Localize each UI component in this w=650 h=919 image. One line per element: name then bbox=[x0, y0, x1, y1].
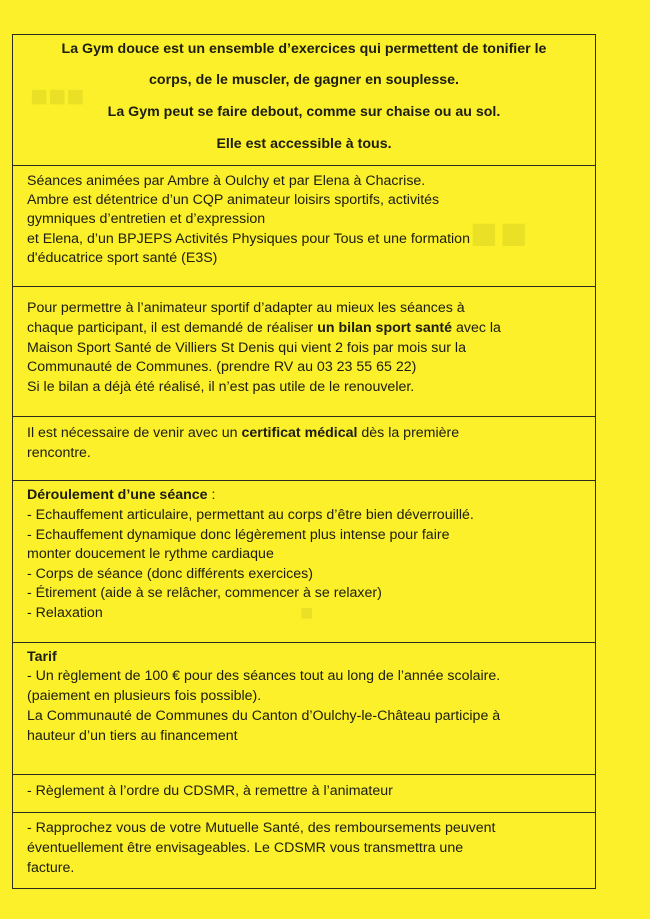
animators-line-1: Séances animées par Ambre à Oulchy et par Elena à Chacrise. bbox=[27, 173, 426, 189]
bilan-line-2 bbox=[27, 319, 589, 339]
animators-line-5: d'éducatrice sport santé (E3S) bbox=[27, 250, 218, 266]
certificat-medical: certificat médical bbox=[241, 425, 358, 441]
intro-line-4: Elle est accessible à tous. bbox=[216, 136, 392, 152]
certificat-section bbox=[13, 416, 595, 479]
mutuelle-section bbox=[13, 812, 595, 889]
deroulement-item: - Echauffement dynamique donc légèrement plus intense pour faire bbox=[27, 527, 450, 543]
deroulement-title: Déroulement d’une séance bbox=[27, 487, 208, 503]
tarif-line-2: (paiement en plusieurs fois possible). bbox=[27, 688, 262, 704]
bilan-line-4: Communauté de Communes. (prendre RV au 03 23 55 65 22) bbox=[27, 359, 417, 375]
intro-line-1: La Gym douce est un ensemble d’exercices qui permettent de tonifier le bbox=[61, 41, 547, 57]
intro-line-2: corps, de le muscler, de gagner en souplesse. bbox=[149, 72, 459, 88]
bilan-line-5: Si le bilan a déjà été réalisé, il n’est pas utile de le renouveler. bbox=[27, 379, 415, 395]
deroulement-heading bbox=[27, 486, 589, 506]
deroulement-section bbox=[13, 480, 595, 641]
certificat-line-1-start: Il est nécessaire de venir avec un bbox=[27, 425, 242, 441]
background-bleed-center: ■ bbox=[300, 600, 314, 625]
bilan-line-2-end: avec la bbox=[452, 320, 501, 336]
info-frame bbox=[12, 34, 596, 889]
deroulement-item: monter doucement le rythme cardiaque bbox=[27, 546, 274, 562]
deroulement-item: - Echauffement articulaire, permettant au corps d’être bien déverrouillé. bbox=[27, 507, 474, 523]
tarif-line-1: - Un règlement de 100 € pour des séances tout au long de l’année scolaire. bbox=[27, 668, 501, 684]
tarif-line-3: La Communauté de Communes du Canton d’Oulchy-le-Château participe à bbox=[27, 708, 501, 724]
animators-line-2: Ambre est détentrice d’un CQP animateur loisirs sportifs, activités bbox=[27, 192, 440, 208]
background-bleed-left: ■■■ bbox=[30, 80, 85, 113]
mutuelle-line-2: éventuellement être envisageables. Le CDSMR vous transmettra une bbox=[27, 840, 464, 856]
bilan-sport-sante: un bilan sport santé bbox=[317, 320, 453, 336]
mutuelle-line-3: facture. bbox=[27, 860, 75, 876]
mutuelle-line-1: - Rapprochez vous de votre Mutuelle Santé, des remboursements peuvent bbox=[27, 820, 496, 836]
deroulement-item: - Étirement (aide à se relâcher, commencer à se relaxer) bbox=[27, 585, 382, 601]
certificat-line-2: rencontre. bbox=[27, 445, 91, 461]
background-bleed-right: ■■ bbox=[470, 211, 530, 263]
certificat-line-1 bbox=[27, 424, 589, 444]
tarif-title: Tarif bbox=[27, 649, 57, 665]
reglement-line-1: - Règlement à l’ordre du CDSMR, à remettre à l’animateur bbox=[27, 783, 393, 799]
reglement-section bbox=[13, 774, 595, 811]
bilan-line-2-start: chaque participant, il est demandé de réaliser bbox=[27, 320, 318, 336]
animators-line-4: et Elena, d’un BPJEPS Activités Physiques pour Tous et une formation bbox=[27, 231, 470, 247]
tarif-section bbox=[13, 642, 595, 773]
tarif-line-4: hauteur d’un tiers au financement bbox=[27, 728, 238, 744]
deroulement-title-suffix: : bbox=[207, 487, 216, 503]
bilan-section bbox=[13, 286, 595, 415]
deroulement-item: - Relaxation bbox=[27, 605, 103, 621]
bilan-line-3: Maison Sport Santé de Villiers St Denis qui vient 2 fois par mois sur la bbox=[27, 340, 466, 356]
intro-line-3: La Gym peut se faire debout, comme sur chaise ou au sol. bbox=[107, 104, 501, 120]
animators-line-3: gymniques d’entretien et d’expression bbox=[27, 211, 266, 227]
certificat-line-1-end: dès la première bbox=[357, 425, 460, 441]
bilan-line-1: Pour permettre à l’animateur sportif d’adapter au mieux les séances à bbox=[27, 300, 465, 316]
animators-section bbox=[13, 165, 595, 284]
deroulement-item: - Corps de séance (donc différents exercices) bbox=[27, 566, 313, 582]
intro-section bbox=[13, 35, 595, 160]
